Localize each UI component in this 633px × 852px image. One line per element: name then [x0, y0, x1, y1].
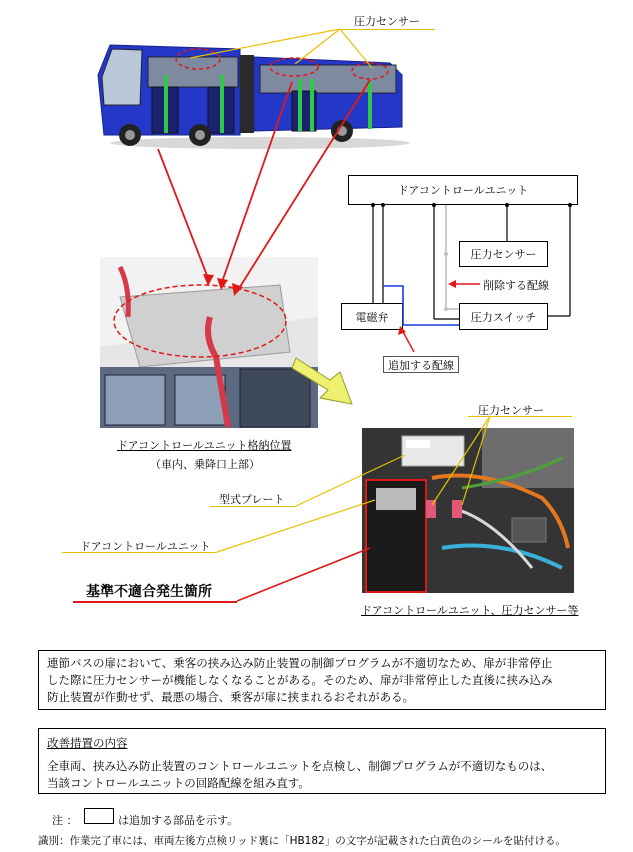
- identification-note: 識別：作業完了車には、車両左後方点検リッド裏に「HB182」の文字が記載された白黄色のシールを貼付ける。: [38, 835, 567, 847]
- pressure-sensor-box: 圧力センサー: [459, 241, 548, 267]
- description-line-1: 連節バスの扉において、乗客の挟み込み防止装置の制御プログラムが不適切なため、扉が非常停止: [47, 656, 553, 670]
- note-legend-box: [84, 808, 114, 824]
- door-control-unit-box: ドアコントロールユニット: [348, 175, 578, 205]
- photo-caption: ドアコントロールユニット、圧力センサー等: [361, 604, 579, 617]
- defect-location-label: 基準不適合発生箇所: [86, 584, 212, 600]
- description-panel: [38, 650, 606, 710]
- added-wiring-label: 追加する配線: [383, 356, 459, 373]
- model-plate-label: 型式プレート: [219, 493, 285, 506]
- remedy-title: 改善措置の内容: [47, 736, 128, 750]
- pressure-switch-box: 圧力スイッチ: [459, 303, 548, 330]
- remedy-panel: [38, 728, 606, 794]
- door-unit-location-caption: ドアコントロールユニット格納位置: [117, 439, 292, 452]
- description-line-3: 防止装置が作動せず、最悪の場合、乗客が扉に挟まれるおそれがある。: [47, 690, 415, 704]
- door-unit-location-subcaption: （車内、乗降口上部）: [150, 458, 260, 471]
- door-control-unit-label: ドアコントロールユニット: [80, 540, 211, 553]
- note-prefix: 注 ：: [52, 814, 78, 827]
- description-line-2: した際に圧力センサーが機能しなくなることがある。そのため、扉が非常停止した直後に挟み込み: [47, 673, 553, 687]
- pressure-sensor-label-photo: 圧力センサー: [478, 404, 544, 417]
- note-text: は追加する部品を示す。: [118, 814, 239, 827]
- removed-wiring-label: 削除する配線: [483, 279, 549, 292]
- pressure-sensor-label-top: 圧力センサー: [354, 15, 420, 28]
- solenoid-valve-box: 電磁弁: [341, 303, 403, 330]
- remedy-line-1: 全車両、挟み込み防止装置のコントロールユニットを点検し、制御プログラムが不適切なものは、: [47, 759, 553, 773]
- remedy-line-2: 当該コントロールユニットの回路配線を組み直す。: [47, 776, 310, 790]
